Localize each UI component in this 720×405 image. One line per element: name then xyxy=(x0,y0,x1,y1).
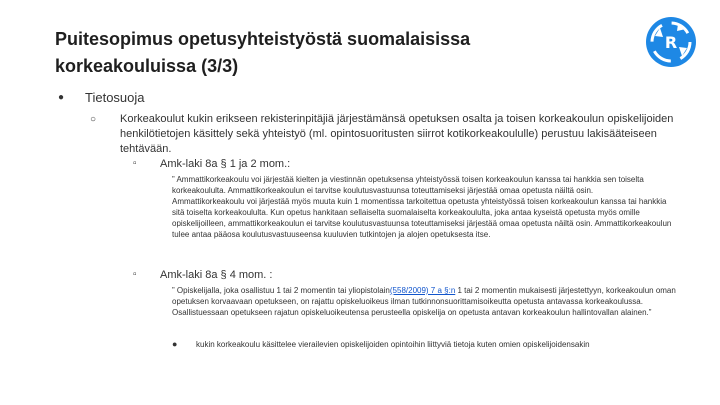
bullet-sub1-text: Amk-laki 8a § 1 ja 2 mom.: xyxy=(160,158,291,170)
filled-bullet-icon: ● xyxy=(58,92,65,103)
logo-letter: R xyxy=(664,33,678,52)
slide-title-line2: korkeakouluissa (3/3) xyxy=(55,56,239,76)
bullet-level3-text: kukin korkeakoulu käsittelee vierailevien opiskelijoiden opintoihin liittyviä tietoja kuten omien opiskelijoidensakin xyxy=(196,340,590,349)
bullet-sub2-text: Amk-laki 8a § 4 mom. : xyxy=(160,269,273,281)
quote1-paragraph2: Ammattikorkeakoulu voi järjestää myös muuta kuin 1 momentissa tarkoitettua opetusta yhteistyössä toisen korkeakoulun kanssa tai hankkia sitä toiselta korkeakoululta. Kun opetus hankitaan sellaiselta suomalaiselta korkeakoululta, joka antaa kyseistä opetusta myös omille opiskelijoilleen, ammattikorkeakoulun ei tarvitse koulutusvastuunsa toteuttamiseksi järjestää omaa opetusta näiltä osin. Ammattikorkeakoulun tulee antaa pääosa koulutusvastuuseensa kuuluvien tutkintojen ja alojen opetuksesta itse. xyxy=(172,197,672,239)
square-bullet-icon: ▫ xyxy=(133,269,137,280)
filled-bullet-icon: ● xyxy=(172,339,178,349)
law-reference-link[interactable]: (558/2009) 7 a §:n xyxy=(389,286,456,295)
slide-title-line1: Puitesopimus opetusyhteistyöstä suomalaisissa xyxy=(55,29,471,49)
hollow-bullet-icon: ○ xyxy=(90,114,97,125)
quote1-paragraph1: ” Ammattikorkeakoulu voi järjestää kielten ja viestinnän opetuksensa yhteistyössä toisen korkeakoulun kanssa tai hankkia sen toiselta korkeakoululta. Ammattikorkeakoulun ei tarvitse koulutusvastuunsa toteuttamiseksi järjestää omaa opetusta näiltä osin. xyxy=(172,175,644,195)
quote-amk-8a-1-2 xyxy=(172,174,677,240)
square-bullet-icon: ▫ xyxy=(133,158,137,169)
bullet-level1-text: Korkeakoulut kukin erikseen rekisterinpitäjiä järjestämänsä opetuksen osalta ja toisen korkeakoulun opiskelijoiden henkilötietojen käsittely sekä yhteistyö (ml. opintosuoritusten siirrot kotikorkeakoululle) perustuu lakisääteiseen tehtävään. xyxy=(120,113,674,155)
quote2-text-end: 1 tai 2 momentin mukaisesti järjestettyyn, korkeakoulun oman opetuksen korvaavaan opetukseen, on rajattu opiskeluoikeus ilman tutkinnonsuorittamisoikeutta opetusta antavassa korkeakoulussa. Osallistuessaan opetukseen rajatun opiskeluoikeutensa perusteella opiskelija on opetusta antavan korkeakoulun hallintovallan alainen.” xyxy=(172,286,676,317)
recycle-r-icon xyxy=(645,16,697,68)
bullet-level0-text: Tietosuoja xyxy=(85,90,145,105)
quote-amk-8a-4 xyxy=(172,285,677,318)
slide-title xyxy=(55,26,595,80)
quote2-text-start: ” Opiskelijalla, joka osallistuu 1 tai 2 momentin tai yliopistolain xyxy=(172,286,390,295)
